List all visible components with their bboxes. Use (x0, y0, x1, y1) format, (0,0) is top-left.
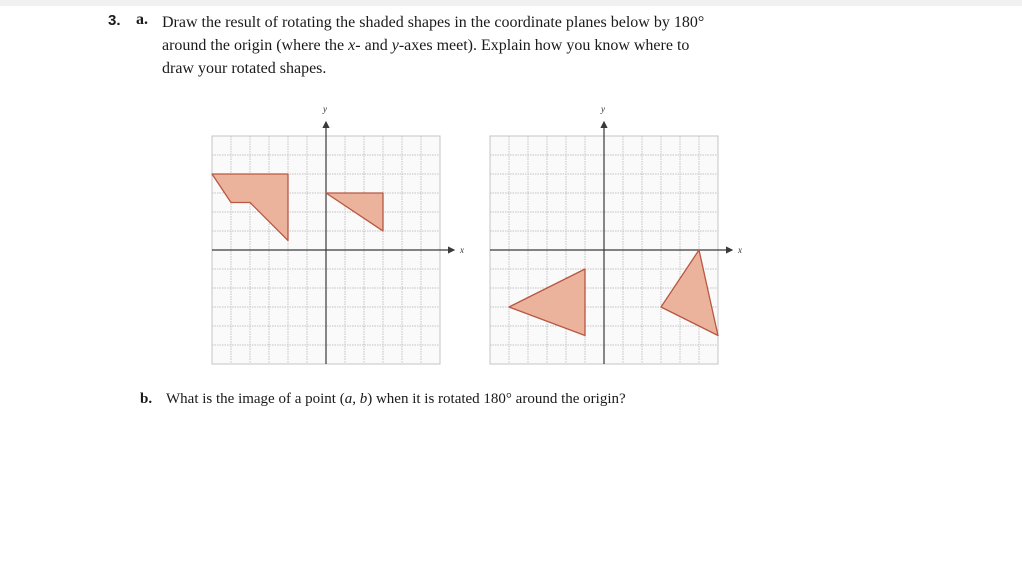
graph-left (212, 104, 464, 364)
part-a-label: a. (136, 11, 148, 28)
prompt-line-2-mid: - and (355, 37, 392, 54)
point-open-paren: ( (339, 391, 345, 407)
x-axis-label: x (738, 245, 742, 255)
part-b-label: b. (140, 391, 153, 407)
y-axis-label: y (323, 104, 327, 114)
prompt-line-3: draw your rotated shapes. (162, 60, 327, 77)
prompt-line-1: Draw the result of rotating the shaded shapes in the coordinate planes below by 180° (162, 14, 705, 31)
point-comma: , (352, 391, 360, 407)
y-axis-label: y (601, 104, 605, 114)
question-number: 3. (108, 12, 121, 29)
point-close-paren: ) (367, 391, 373, 407)
graph-right (490, 104, 742, 364)
var-y: y (391, 37, 399, 54)
prompt-line-2-pre: around the origin (where the (162, 37, 349, 54)
part-b-post: when it is rotated 180° around the origin? (372, 391, 626, 407)
var-b: b (359, 391, 368, 407)
var-a: a (344, 391, 353, 407)
var-x: x (348, 37, 356, 54)
x-axis-label: x (460, 245, 464, 255)
part-b-prompt (166, 391, 626, 408)
part-b-pre: What is the image of a point (166, 391, 340, 407)
prompt-line-2-post: -axes meet). Explain how you know where to (398, 37, 690, 54)
